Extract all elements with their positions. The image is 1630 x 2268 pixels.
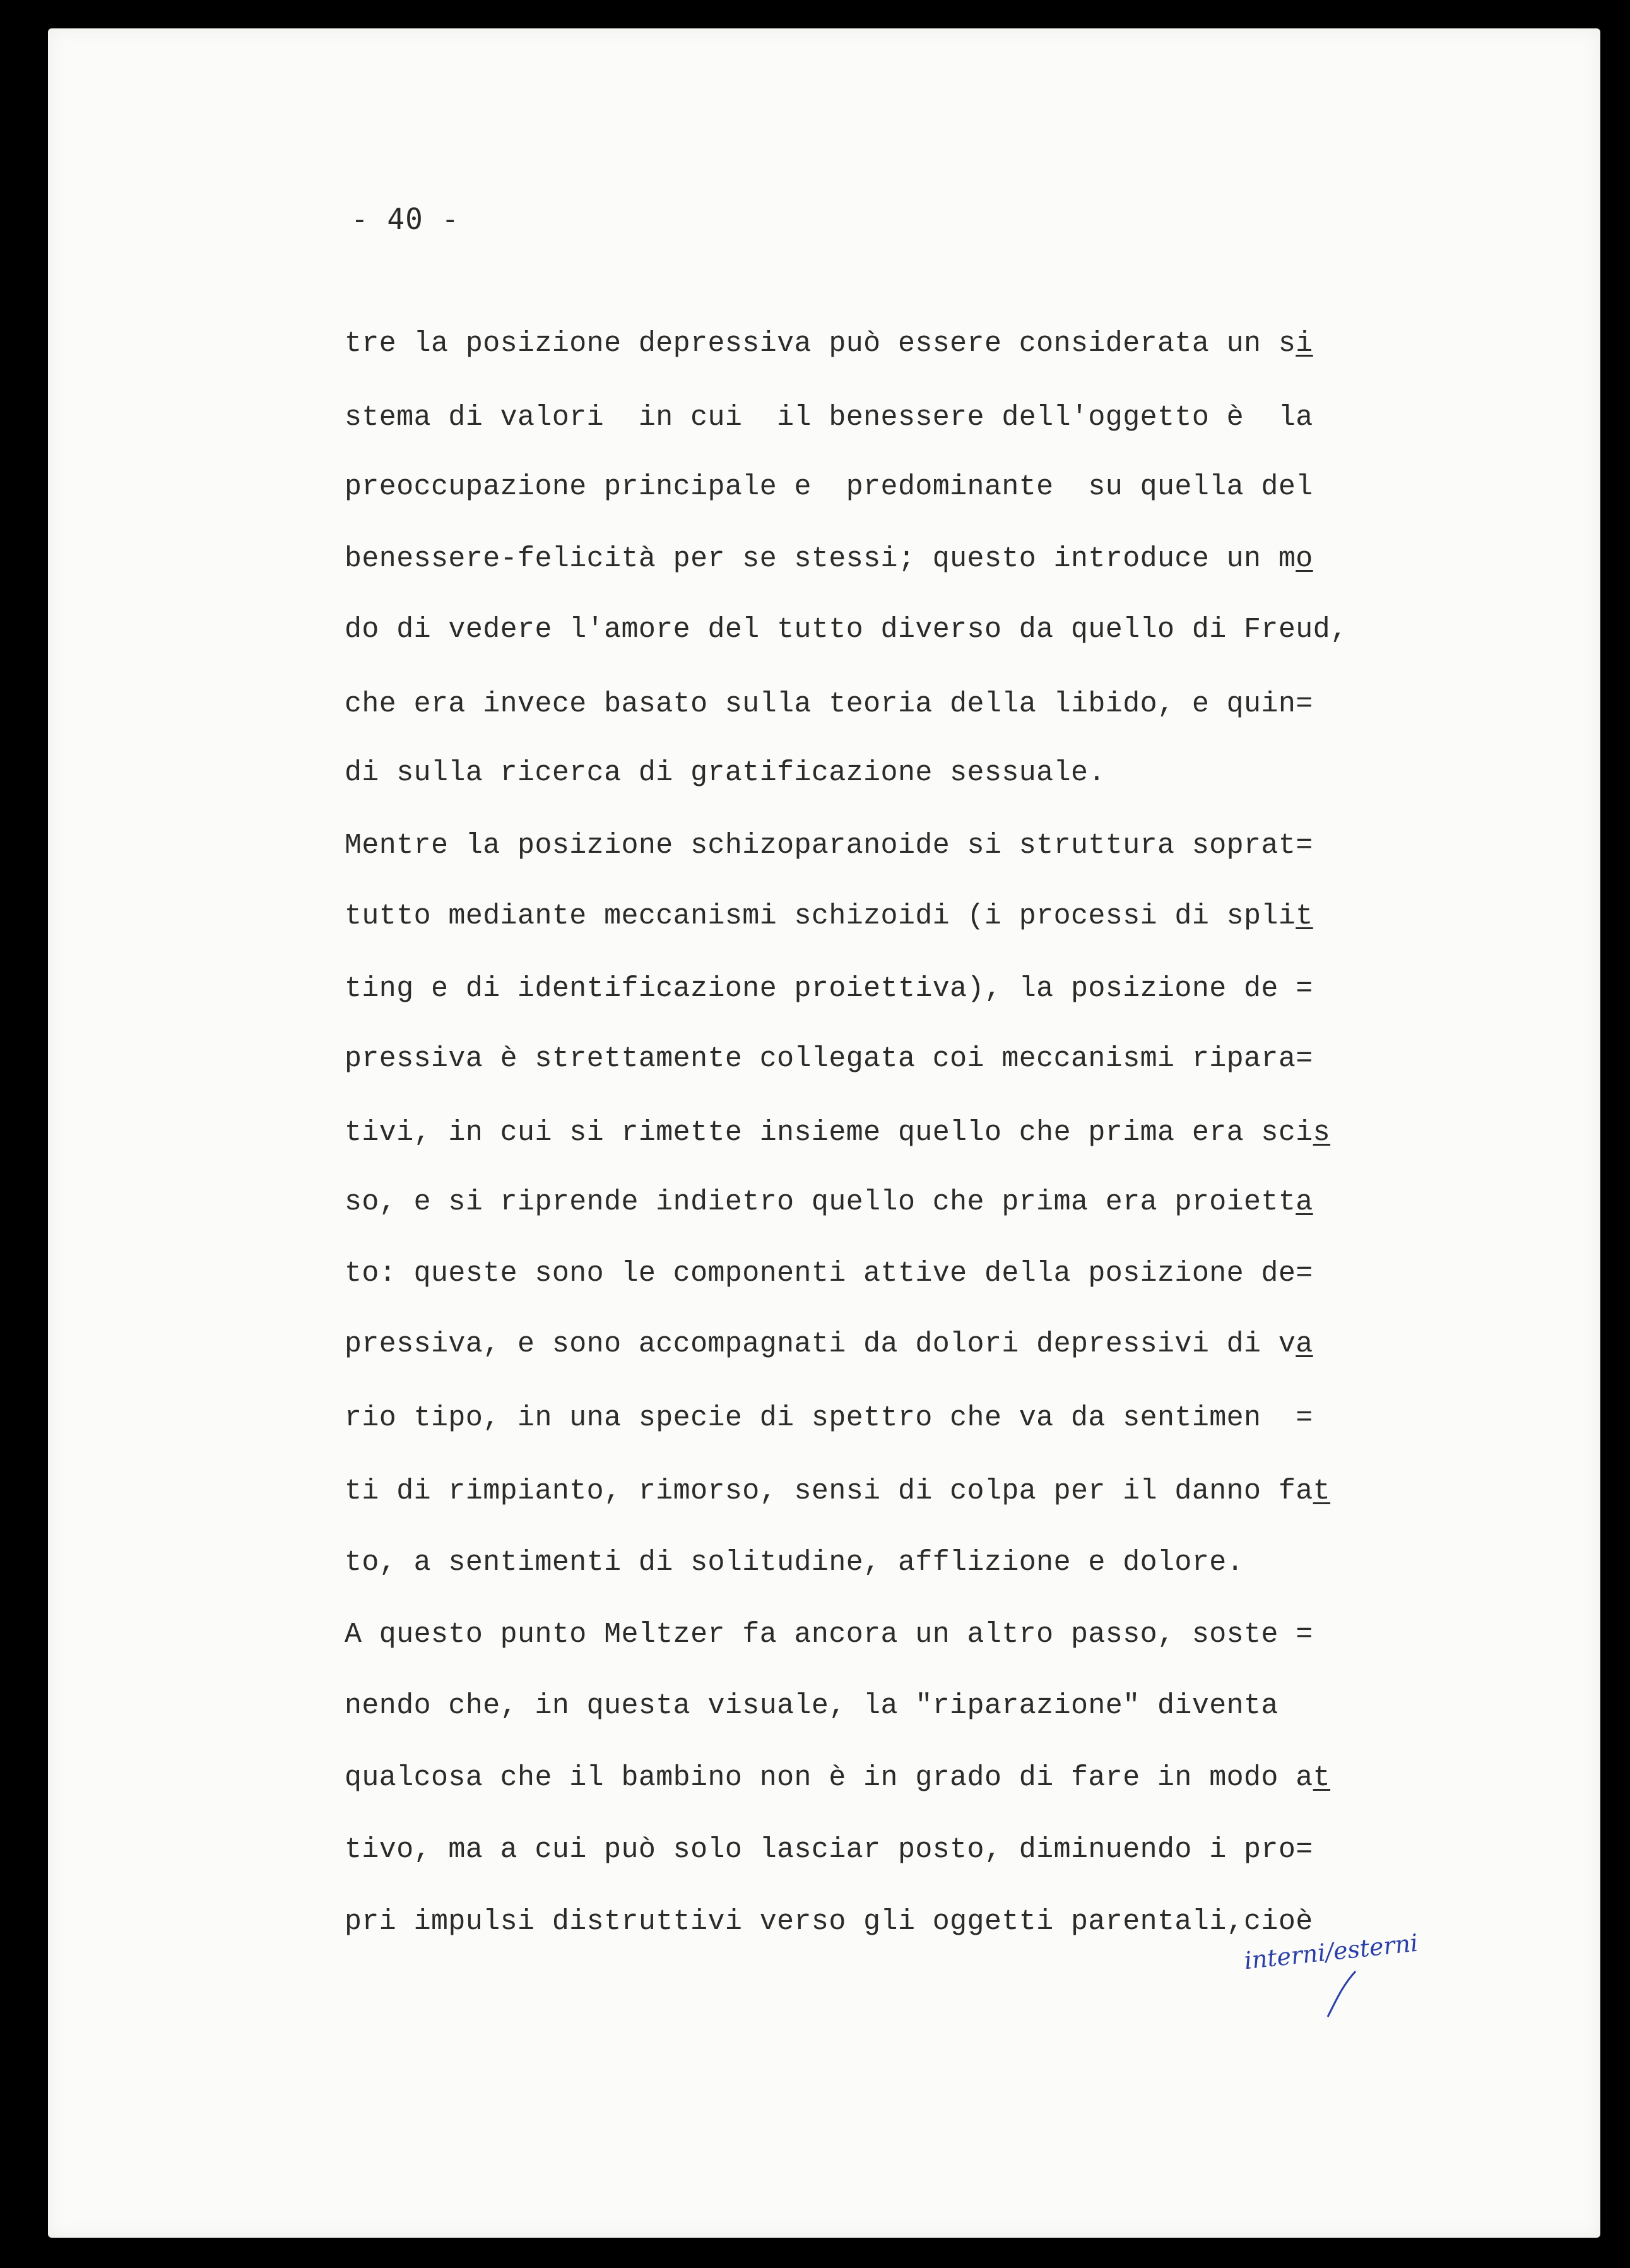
text-line <box>345 1756 1330 1800</box>
text-line-tail: ,cioè <box>1226 1906 1313 1938</box>
handwritten-annotation: interni/esterni <box>1243 1928 1420 1975</box>
text-line <box>345 322 1313 366</box>
text-line <box>345 967 1313 1011</box>
text-line <box>345 537 1313 581</box>
underlined-hyphen-char: t <box>1296 900 1313 932</box>
text-line <box>345 1684 1279 1728</box>
text-line <box>345 1541 1244 1585</box>
text-line <box>345 1613 1313 1657</box>
page-number: - 40 - <box>351 202 460 236</box>
text-line-main: pri impulsi distruttivi verso gli oggetti parentali <box>345 1906 1227 1938</box>
text-line <box>345 1828 1313 1872</box>
underlined-hyphen-char: a <box>1296 1186 1313 1218</box>
text-line <box>345 1322 1313 1367</box>
text-line <box>345 1180 1313 1225</box>
text-line-main: pressiva è strettamente collegata coi meccanismi ripara= <box>345 1043 1313 1075</box>
text-line-main: stema di valori in cui il benessere dell'oggetto è la <box>345 401 1313 434</box>
text-line-main: di sulla ricerca di gratificazione sessuale. <box>345 757 1106 789</box>
text-line-main: qualcosa che il bambino non è in grado di fare in modo a <box>345 1762 1313 1794</box>
underlined-hyphen-char: a <box>1296 1328 1313 1360</box>
text-line-main: preoccupazione principale e predominante su quella del <box>345 471 1313 503</box>
text-line-main: rio tipo, in una specie di spettro che va da sentimen = <box>345 1402 1313 1434</box>
underlined-hyphen-char: t <box>1313 1475 1331 1507</box>
text-line-main: ti di rimpianto, rimorso, sensi di colpa per il danno fa <box>345 1475 1313 1507</box>
text-line-main: tivo, ma a cui può solo lasciar posto, diminuendo i pro= <box>345 1834 1313 1866</box>
text-line <box>345 1252 1313 1296</box>
text-line-main: tre la posizione depressiva può essere considerata un s <box>345 328 1296 360</box>
text-line <box>345 1900 1313 1944</box>
text-line <box>345 608 1347 652</box>
text-line-main: so, e si riprende indietro quello che prima era proiett <box>345 1186 1296 1218</box>
text-line-main: tivi, in cui si rimette insieme quello che prima era sci <box>345 1117 1313 1149</box>
text-line-main: pressiva, e sono accompagnati da dolori depressivi di v <box>345 1328 1296 1360</box>
underlined-hyphen-char: t <box>1313 1762 1331 1794</box>
underlined-hyphen-char: o <box>1296 543 1313 575</box>
text-line-main: do di vedere l'amore del tutto diverso da quello di Freud, <box>345 614 1348 646</box>
text-line-main: to, a sentimenti di solitudine, afflizione e dolore. <box>345 1547 1244 1579</box>
text-line-main: tutto mediante meccanismi schizoidi (i processi di spli <box>345 900 1296 932</box>
text-line <box>345 894 1313 939</box>
text-line <box>345 1396 1313 1440</box>
text-line-main: benessere-felicità per se stessi; questo introduce un m <box>345 543 1296 575</box>
text-line <box>345 682 1313 727</box>
underlined-hyphen-char: s <box>1313 1117 1331 1149</box>
underlined-hyphen-char: i <box>1296 328 1313 360</box>
text-line-main: to: queste sono le componenti attive della posizione de= <box>345 1257 1313 1290</box>
text-line <box>345 1037 1313 1081</box>
text-line-main: Mentre la posizione schizoparanoide si struttura soprat= <box>345 829 1313 862</box>
text-line <box>345 396 1313 440</box>
text-line <box>345 824 1313 868</box>
text-line <box>345 1469 1330 1514</box>
text-line-main: ting e di identificazione proiettiva), la posizione de = <box>345 973 1313 1005</box>
text-line-main: che era invece basato sulla teoria della libido, e quin= <box>345 688 1313 720</box>
text-line <box>345 1111 1330 1155</box>
document-page <box>48 28 1600 2238</box>
text-line <box>345 465 1313 509</box>
text-line <box>345 751 1106 795</box>
text-line-main: A questo punto Meltzer fa ancora un altro passo, soste = <box>345 1618 1313 1651</box>
insertion-caret-mark <box>1323 1968 1361 2018</box>
text-line-main: nendo che, in questa visuale, la "riparazione" diventa <box>345 1690 1279 1722</box>
